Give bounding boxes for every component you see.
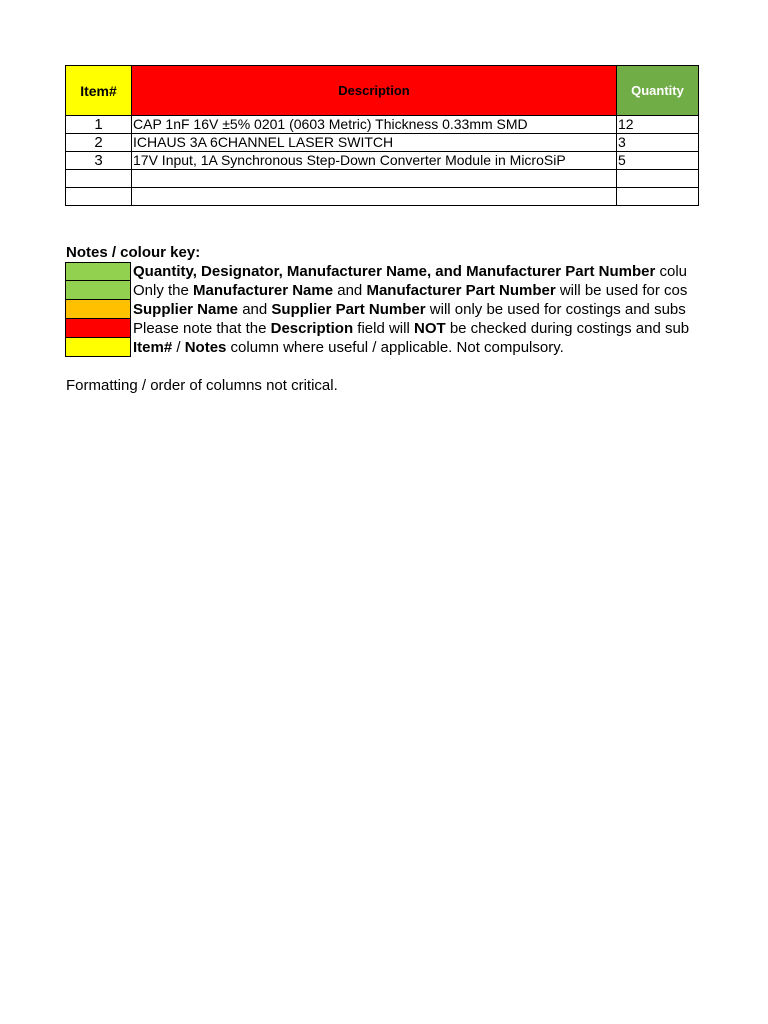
- colour-swatch[interactable]: [65, 338, 131, 357]
- table-row: [66, 134, 699, 152]
- key-text-bold: Manufacturer Part Number: [366, 282, 556, 299]
- key-text-plain: field will: [353, 320, 414, 337]
- table-header-row: [66, 66, 699, 116]
- key-text-bold: Manufacturer Name: [193, 282, 334, 299]
- colour-swatch[interactable]: [65, 300, 131, 319]
- key-text-plain: will be used for cos: [555, 282, 688, 299]
- colour-key-row: [65, 338, 699, 357]
- bom-table: [65, 65, 699, 206]
- key-text-bold: Quantity, Designator, Manufacturer Name, and Manufacturer Part Number: [133, 263, 656, 280]
- colour-key-row: [65, 281, 699, 300]
- header-item[interactable]: Item#: [66, 66, 132, 116]
- colour-key-list: [65, 262, 699, 357]
- colour-key-text[interactable]: [131, 338, 699, 357]
- cell-item[interactable]: 2: [66, 134, 132, 152]
- colour-key-text[interactable]: [131, 262, 699, 281]
- key-text-bold: Supplier Name: [133, 301, 239, 318]
- cell-quantity[interactable]: 3: [617, 134, 699, 152]
- table-row: [66, 170, 699, 188]
- table-row: [66, 152, 699, 170]
- cell-item[interactable]: 3: [66, 152, 132, 170]
- key-text-plain: be checked during costings and sub: [445, 320, 690, 337]
- colour-swatch[interactable]: [65, 319, 131, 338]
- colour-key-row: [65, 300, 699, 319]
- table-row: [66, 188, 699, 206]
- colour-swatch[interactable]: [65, 281, 131, 300]
- key-text-plain: colu: [655, 263, 688, 280]
- bom-table-body: [66, 116, 699, 206]
- cell-item[interactable]: 1: [66, 116, 132, 134]
- table-row: [66, 116, 699, 134]
- cell-quantity[interactable]: 12: [617, 116, 699, 134]
- header-description[interactable]: Description: [132, 66, 617, 116]
- key-text-plain: column where useful / applicable. Not compulsory.: [226, 339, 564, 356]
- cell-description[interactable]: 17V Input, 1A Synchronous Step-Down Converter Module in MicroSiP: [132, 152, 617, 170]
- key-text-plain: and: [238, 301, 272, 318]
- key-text-plain: will only be used for costings and subs: [425, 301, 686, 318]
- colour-key-row: [65, 262, 699, 281]
- key-text-plain: /: [172, 339, 185, 356]
- key-text-bold: NOT: [413, 320, 446, 337]
- cell-description[interactable]: CAP 1nF 16V ±5% 0201 (0603 Metric) Thickness 0.33mm SMD: [132, 116, 617, 134]
- colour-key-text[interactable]: [131, 300, 699, 319]
- colour-swatch[interactable]: [65, 262, 131, 281]
- cell-item[interactable]: [66, 170, 132, 188]
- cell-quantity[interactable]: [617, 188, 699, 206]
- header-quantity[interactable]: Quantity: [617, 66, 699, 116]
- colour-key-row: [65, 319, 699, 338]
- cell-quantity[interactable]: [617, 170, 699, 188]
- colour-key-text[interactable]: [131, 319, 699, 338]
- cell-description[interactable]: [132, 170, 617, 188]
- cell-quantity[interactable]: 5: [617, 152, 699, 170]
- notes-section: [65, 243, 699, 357]
- cell-item[interactable]: [66, 188, 132, 206]
- cell-description[interactable]: [132, 188, 617, 206]
- colour-key-text[interactable]: [131, 281, 699, 300]
- key-text-plain: Please note that the: [133, 320, 271, 337]
- key-text-bold: Item#: [133, 339, 173, 356]
- key-text-plain: and: [333, 282, 367, 299]
- cell-description[interactable]: ICHAUS 3A 6CHANNEL LASER SWITCH: [132, 134, 617, 152]
- key-text-plain: Only the: [133, 282, 194, 299]
- key-text-bold: Notes: [184, 339, 227, 356]
- formatting-note: Formatting / order of columns not critical.: [66, 377, 338, 394]
- key-text-bold: Description: [270, 320, 354, 337]
- key-text-bold: Supplier Part Number: [271, 301, 426, 318]
- notes-title: Notes / colour key:: [66, 244, 201, 261]
